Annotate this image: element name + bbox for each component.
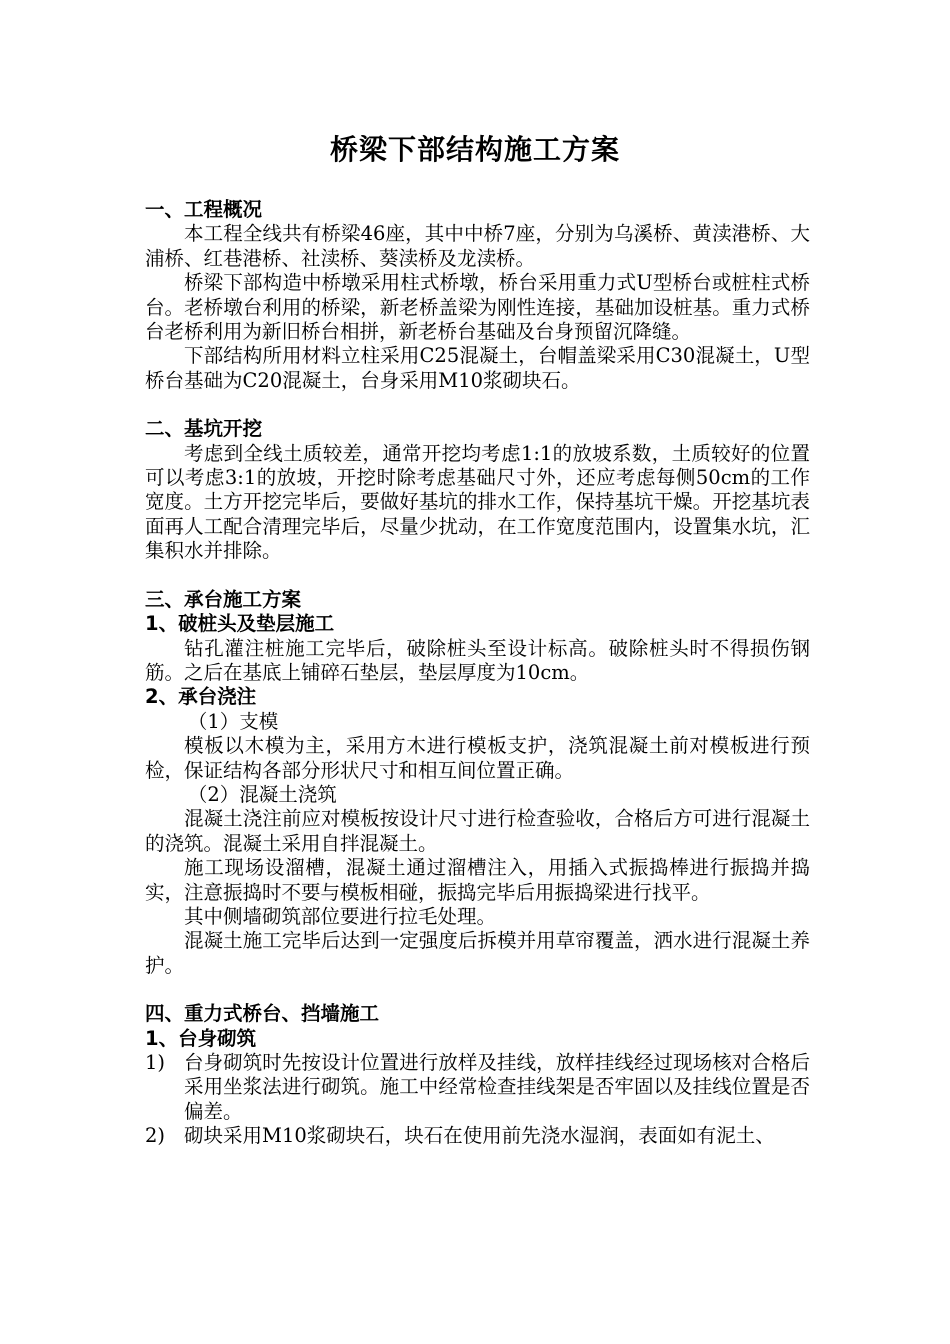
spacer — [145, 393, 810, 417]
section-heading-overview: 一、工程概况 — [145, 198, 263, 221]
list-text: 砌块采用M10浆砌块石，块石在使用前先浇水湿润，表面如有泥土、 — [184, 1124, 775, 1148]
paragraph: 混凝土浇注前应对模板按设计尺寸进行检查验收，合格后方可进行混凝土的浇筑。混凝土采用自拌混凝土。 — [145, 807, 810, 855]
paragraph: 桥梁下部构造中桥墩采用柱式桥墩，桥台采用重力式U型桥台或桩柱式桥台。老桥墩台利用的桥梁，新老桥盖梁为刚性连接，基础加设桩基。重力式桥台老桥利用为新旧桥台相拼，新老桥台基础及台身预留沉降缝。 — [145, 271, 810, 344]
paragraph: 本工程全线共有桥梁46座，其中中桥7座，分别为乌溪桥、黄渎港桥、大浦桥、红巷港桥、社渎桥、葵渎桥及龙渎桥。 — [145, 222, 810, 270]
document-title: 桥梁下部结构施工方案 — [329, 133, 620, 166]
document-body — [145, 198, 810, 1149]
spacer — [145, 978, 810, 1002]
paragraph: 施工现场设溜槽，混凝土通过溜槽注入，用插入式振捣棒进行振捣并捣实，注意振捣时不要与模板相碰，振捣完毕后用振捣梁进行找平。 — [145, 856, 810, 904]
paragraph: 钻孔灌注桩施工完毕后，破除桩头至设计标高。破除桩头时不得损伤钢筋。之后在基底上铺碎石垫层，垫层厚度为10cm。 — [145, 636, 810, 684]
item-heading: （2）混凝土浇筑 — [187, 782, 337, 806]
list-text: 台身砌筑时先按设计位置进行放样及挂线，放样挂线经过现场核对合格后采用坐浆法进行砌筑。施工中经常检查挂线架是否牢固以及挂线位置是否偏差。 — [184, 1051, 810, 1123]
section-heading-cap: 三、承台施工方案 — [145, 587, 302, 611]
subsection-heading: 1、破桩头及垫层施工 — [145, 612, 335, 636]
subsection-heading: 1、台身砌筑 — [145, 1026, 257, 1050]
list-item — [145, 1051, 810, 1124]
paragraph: 模板以木模为主，采用方木进行模板支护，浇筑混凝土前对模板进行预检，保证结构各部分形状尺寸和相互间位置正确。 — [145, 734, 810, 782]
list-number: 1) — [145, 1051, 166, 1074]
item-heading: （1）支模 — [187, 709, 279, 733]
paragraph: 其中侧墙砌筑部位要进行拉毛处理。 — [184, 904, 497, 928]
paragraph: 混凝土施工完毕后达到一定强度后拆模并用草帘覆盖，洒水进行混凝土养护。 — [145, 929, 810, 977]
list-number: 2) — [145, 1124, 166, 1148]
section-heading-excavation: 二、基坑开挖 — [145, 417, 263, 441]
subsection-heading: 2、承台浇注 — [145, 685, 257, 709]
list-item — [145, 1124, 810, 1148]
section-heading-abutment: 四、重力式桥台、挡墙施工 — [145, 1002, 380, 1026]
paragraph: 下部结构所用材料立柱采用C25混凝土，台帽盖梁采用C30混凝土，U型桥台基础为C20混凝土，台身采用M10浆砌块石。 — [145, 344, 810, 392]
paragraph: 考虑到全线土质较差，通常开挖均考虑1:1的放坡系数，土质较好的位置可以考虑3:1的放坡，开挖时除考虑基础尺寸外，还应考虑每侧50cm的工作宽度。土方开挖完毕后，要做好基坑的排水工作，保持基坑干燥。开挖基坑表面再人工配合清理完毕后，尽量少扰动，在工作宽度范围内，设置集水坑，汇集积水并排除。 — [145, 441, 810, 563]
spacer — [145, 564, 810, 588]
